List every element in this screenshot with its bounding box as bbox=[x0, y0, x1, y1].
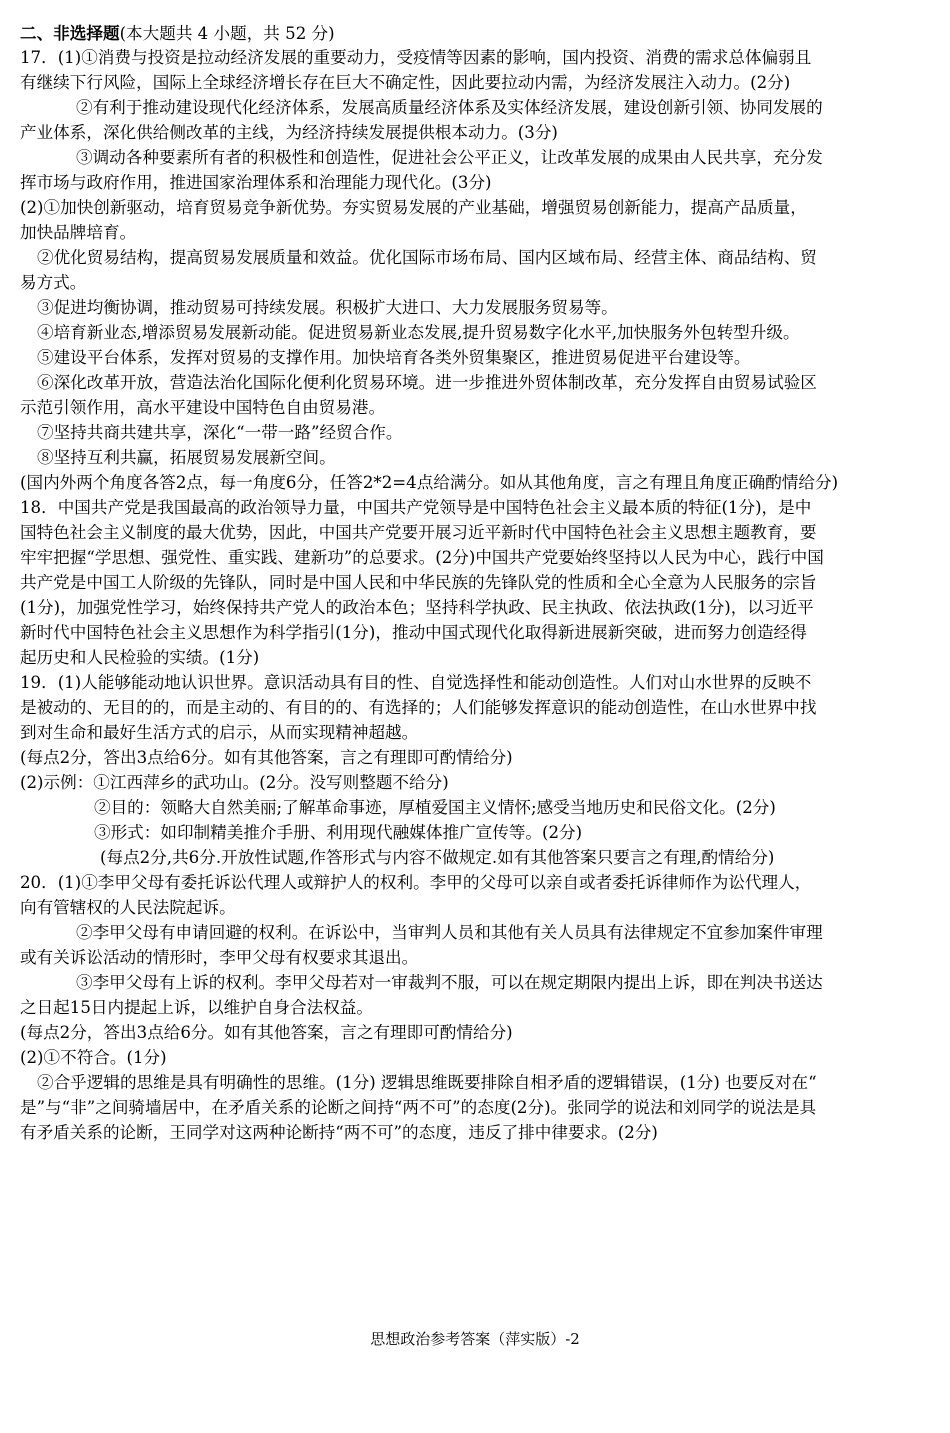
text-line: 18．中国共产党是我国最高的政治领导力量，中国共产党领导是中国特色社会主义最本质的特征(1分)，是中 bbox=[20, 498, 812, 517]
text-line: 起历史和人民检验的实绩。(1分) bbox=[20, 648, 260, 667]
text-line: ⑤建设平台体系，发挥对贸易的支撑作用。加快培育各类外贸集聚区，推进贸易促进平台建设等。 bbox=[37, 348, 751, 367]
text-line: ④培育新业态,增添贸易发展新动能。促进贸易新业态发展,提升贸易数字化水平,加快服务外包转型升级。 bbox=[37, 323, 800, 342]
section-heading: 二、非选择题 bbox=[20, 23, 120, 43]
text-line: 有继续下行风险，国际上全球经济增长存在巨大不确定性，因此要拉动内需，为经济发展注入动力。(2分) bbox=[20, 73, 791, 92]
text-line: 示范引领作用，高水平建设中国特色自由贸易港。 bbox=[20, 398, 386, 417]
text-line: 20．(1)①李甲父母有委托诉讼代理人或辩护人的权利。李甲的父母可以亲自或者委托诉律师作为讼代理人， bbox=[20, 873, 812, 892]
text-line: 加快品牌培育。 bbox=[20, 223, 137, 242]
text-line: ③促进均衡协调，推动贸易可持续发展。积极扩大进口、大力发展服务贸易等。 bbox=[37, 298, 618, 317]
text-line: 之日起15日内提起上诉，以维护自身合法权益。 bbox=[20, 998, 373, 1017]
text-line: (2)①不符合。(1分) bbox=[20, 1048, 167, 1067]
text-line: 或有关诉讼活动的情形时，李甲父母有权要求其退出。 bbox=[20, 948, 419, 967]
text-line: ⑦坚持共商共建共享，深化“一带一路”经贸合作。 bbox=[37, 423, 403, 442]
text-line: ②有利于推动建设现代化经济体系，发展高质量经济体系及实体经济发展，建设创新引领、协同发展的 bbox=[76, 98, 823, 117]
text-line: ③形式：如印制精美推介手册、利用现代融媒体推广宣传等。(2分) bbox=[94, 823, 583, 842]
text-line: ②目的：领略大自然美丽;了解革命事迹，厚植爱国主义情怀;感受当地历史和民俗文化。(2分) bbox=[94, 798, 776, 817]
text-line: (每点2分，答出3点给6分。如有其他答案，言之有理即可酌情给分) bbox=[20, 1023, 513, 1042]
text-line: 19．(1)人能够能动地认识世界。意识活动具有目的性、自觉选择性和能动创造性。人们对山水世界的反映不 bbox=[20, 673, 812, 692]
text-line: 是被动的、无目的的，而是主动的、有目的的、有选择的；人们能够发挥意识的能动创造性，在山水世界中找 bbox=[20, 698, 817, 717]
text-line: (每点2分,共6分.开放性试题,作答形式与内容不做规定.如有其他答案只要言之有理,酌情给分) bbox=[100, 848, 775, 867]
text-line: ②优化贸易结构，提高贸易发展质量和效益。优化国际市场布局、国内区域布局、经营主体、商品结构、贸 bbox=[37, 248, 817, 267]
text-line: ⑧坚持互利共赢，拓展贸易发展新空间。 bbox=[37, 448, 336, 467]
text-line: ⑥深化改革开放，营造法治化国际化便利化贸易环境。进一步推进外贸体制改革，充分发挥自由贸易试验区 bbox=[37, 373, 817, 392]
text-line: ③调动各种要素所有者的积极性和创造性，促进社会公平正义，让改革发展的成果由人民共享，充分发 bbox=[76, 148, 823, 167]
text-line: 牢牢把握“学思想、强党性、重实践、建新功”的总要求。(2分)中国共产党要始终坚持以人民为中心，践行中国 bbox=[20, 548, 824, 567]
page-footer: 思想政治参考答案（萍实版）-2 bbox=[370, 1330, 580, 1348]
text-line: ③李甲父母有上诉的权利。李甲父母若对一审裁判不服，可以在规定期限内提出上诉，即在判决书送达 bbox=[76, 973, 823, 992]
text-line: 挥市场与政府作用，推进国家治理体系和治理能力现代化。(3分) bbox=[20, 173, 492, 192]
text-line: (1分)，加强党性学习，始终保持共产党人的政治本色；坚持科学执政、民主执政、依法执政(1分)，以习近平 bbox=[20, 598, 814, 617]
text-line: 共产党是中国工人阶级的先锋队，同时是中国人民和中华民族的先锋队党的性质和全心全意为人民服务的宗旨 bbox=[20, 573, 817, 592]
text-line: 国特色社会主义制度的最大优势，因此，中国共产党要开展习近平新时代中国特色社会主义思想主题教育，要 bbox=[20, 523, 817, 542]
text-line: 是”与“非”之间骑墙居中，在矛盾关系的论断之间持“两不可”的态度(2分)。张同学的说法和刘同学的说法是具 bbox=[20, 1098, 817, 1117]
text-line: 产业体系，深化供给侧改革的主线，为经济持续发展提供根本动力。(3分) bbox=[20, 123, 558, 142]
text-line: (国内外两个角度各答2点，每一角度6分，任答2*2=4点给满分。如从其他角度，言之有理且角度正确酌情给分) bbox=[20, 473, 839, 492]
text-line: (2)示例：①江西萍乡的武功山。(2分。没写则整题不给分) bbox=[20, 773, 449, 792]
text-line: 易方式。 bbox=[20, 273, 87, 292]
text-line: 到对生命和最好生活方式的启示，从而实现精神超越。 bbox=[20, 723, 419, 742]
text-line: ②李甲父母有申请回避的权利。在诉讼中，当审判人员和其他有关人员具有法律规定不宜参加案件审理 bbox=[76, 923, 823, 942]
text-line: (2)①加快创新驱动，培育贸易竞争新优势。夯实贸易发展的产业基础，增强贸易创新能力，提高产品质量， bbox=[20, 198, 807, 217]
text-line: 向有管辖权的人民法院起诉。 bbox=[20, 898, 236, 917]
section-note: (本大题共 4 小题，共 52 分) bbox=[119, 24, 335, 43]
section-title bbox=[20, 21, 335, 46]
text-line: ②合乎逻辑的思维是具有明确性的思维。(1分) 逻辑思维既要排除自相矛盾的逻辑错误，(1分) 也要反对在“ bbox=[37, 1073, 817, 1092]
text-line: 有矛盾关系的论断，王同学对这两种论断持“两不可”的态度，违反了排中律要求。(2分) bbox=[20, 1123, 658, 1142]
text-line: 新时代中国特色社会主义思想作为科学指引(1分)，推动中国式现代化取得新进展新突破，进而努力创造经得 bbox=[20, 623, 807, 642]
text-line: 17．(1)①消费与投资是拉动经济发展的重要动力，受疫情等因素的影响，国内投资、消费的需求总体偏弱且 bbox=[20, 48, 812, 67]
text-line: (每点2分，答出3点给6分。如有其他答案，言之有理即可酌情给分) bbox=[20, 748, 513, 767]
